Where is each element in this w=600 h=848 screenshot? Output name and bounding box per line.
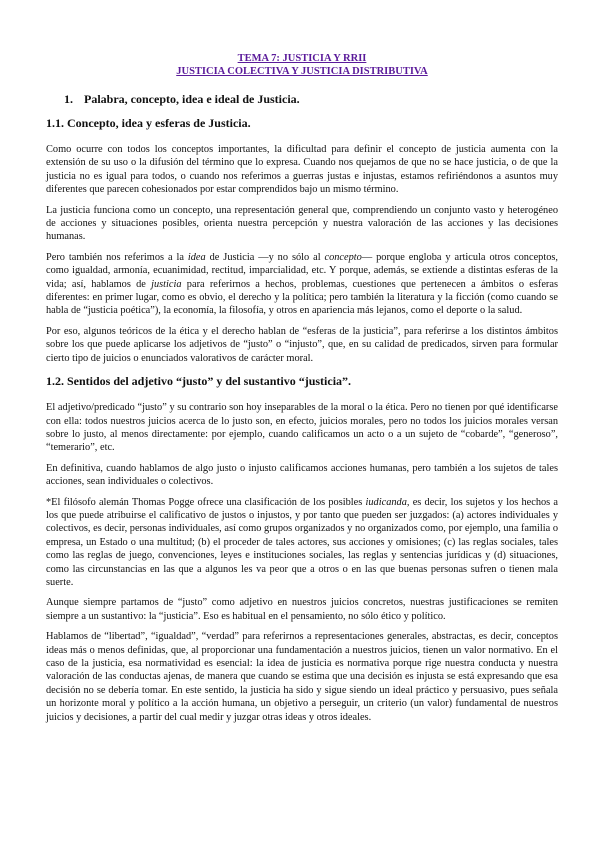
italic-term: iudicanda, bbox=[365, 496, 410, 508]
title-line-1: TEMA 7: JUSTICIA Y RRII bbox=[237, 53, 367, 64]
title-line-2: JUSTICIA COLECTIVA Y JUSTICIA DISTRIBUTIVA bbox=[176, 66, 428, 77]
italic-term: concepto bbox=[324, 251, 362, 263]
section-1-number: 1. bbox=[64, 92, 73, 106]
paragraph: Pero también nos referimos a la idea de Justicia —y no sólo al concepto— porque engloba y articula otros conceptos, como igualdad, armonía, ecuanimidad, rectitud, imparcialidad, etc. Y porque, además, se extiende a distintas esferas de la vida; así, hablamos de justicia para referirnos a hechos, problemas, cuestiones que pertenecen a ámbitos o esferas diferentes: en primer lugar, como es obvio, el derecho y la política; pero también la literatura y la ficción (como cuando se habla de “justicia poética”), la economía, la filosofía, y otros en apariencia más lejanos, como el deporte o la salud. bbox=[46, 251, 558, 317]
paragraph: Aunque siempre partamos de “justo” como adjetivo en nuestros juicios concretos, nuestras justificaciones se remiten siempre a un sustantivo: la “justicia”. Eso es habitual en el pensamiento, no sólo ético y político. bbox=[46, 597, 558, 622]
section-1-title: Palabra, concepto, idea e ideal de Justicia. bbox=[84, 92, 300, 106]
section-1-heading bbox=[64, 92, 558, 107]
subsection-1-2-heading: 1.2. Sentidos del adjetivo “justo” y del sustantivo “justicia”. bbox=[46, 374, 352, 389]
paragraph: Por eso, algunos teóricos de la ética y el derecho hablan de “esferas de la justicia”, para referirse a los distintos ámbitos sobre los que puede aplicarse los adjetivos de “justo” o “injusto”, que, en su calidad de predicados, sirven para formular cierto tipo de juicios o enunciados valorativos de carácter moral. bbox=[46, 325, 558, 364]
paragraph: Como ocurre con todos los conceptos importantes, la dificultad para definir el concepto de justicia aumenta con la extensión de su uso o la difusión del término que lo expresa. Cuando nos quejamos de que no se hace justicia, o de que la justicia no es igual para todos, o cuando nos referimos a guerras justas e injustas, estamos refiriéndonos a asuntos muy diferentes que parecen cohesionados por estar comprendidos bajo un mismo término. bbox=[46, 144, 558, 196]
italic-term: justicia bbox=[151, 278, 182, 290]
document-title bbox=[46, 52, 558, 78]
paragraph: La justicia funciona como un concepto, una representación general que, comprendiendo un conjunto vasto y heterogéneo de acciones y situaciones posibles, orienta nuestra percepción y nuestra valoración de las acciones y las decisiones humanas. bbox=[46, 204, 558, 243]
subsection-1-1-heading: 1.1. Concepto, idea y esferas de Justicia. bbox=[46, 116, 251, 130]
italic-term: idea bbox=[187, 251, 206, 263]
paragraph: *El filósofo alemán Thomas Pogge ofrece una clasificación de los posibles iudicanda, es decir, los sujetos y los hechos a los que puede atribuirse el calificativo de justos o injustos, y por tanto que pueden ser juzgados: (a) actores individuales y colectivos, es decir, personas individuales, así como grupos organizados y no organizados como, por ejemplo, una familia o empresa, un Estado o una multitud; (b) el proceder de tales actores, sus acciones y omisiones; (c) las reglas sociales, tales como las reglas de juego, convenciones, leyes e instituciones sociales, las reglas y sentencias jurídicas y (d) situaciones, como las circunstancias en las que a algunos les va peor que a otros o en las que buenas personas sufren o tienen mala suerte. bbox=[46, 496, 559, 588]
document-page bbox=[46, 52, 558, 731]
paragraph: Hablamos de “libertad”, “igualdad”, “verdad” para referirnos a representaciones generales, abstractas, es decir, conceptos ideas más o menos definidas, que, al proporcionar una fundamentación a nuestros juicios, tienen un valor normativo. En el caso de la justicia, esa normatividad es esencial: la idea de justicia es normativa porque rige nuestra conducta y nuestra valoración de las conductas ajenas, de manera que cuando se estima que una decisión es injusta se está expresando que esa decisión no se debería tomar. En este sentido, la justicia ha sido y sigue siendo un ideal práctico y persuasivo, pues señala un horizonte moral y político a la acción humana, un objetivo a perseguir, un criterio (un valor) fundamental de nuestros juicios y decisiones, a partir del cual medir y juzgar otras ideas y otros ideales. bbox=[46, 631, 558, 723]
paragraph: El adjetivo/predicado “justo” y su contrario son hoy inseparables de la moral o la ética. Pero no tienen por qué identificarse con ella: todos nuestros juicios acerca de lo justo son, en efecto, juicios morales, pero no todos los juicios morales versan sobre lo justo, al menos directamente: por ejemplo, cuando calificamos un acto o a un sujeto de “cobarde”, “generoso”, “temerario”, etc. bbox=[46, 402, 558, 454]
paragraph: En definitiva, cuando hablamos de algo justo o injusto calificamos acciones humanas, pero también a los sujetos de tales acciones, sean individuales o colectivos. bbox=[46, 462, 558, 488]
